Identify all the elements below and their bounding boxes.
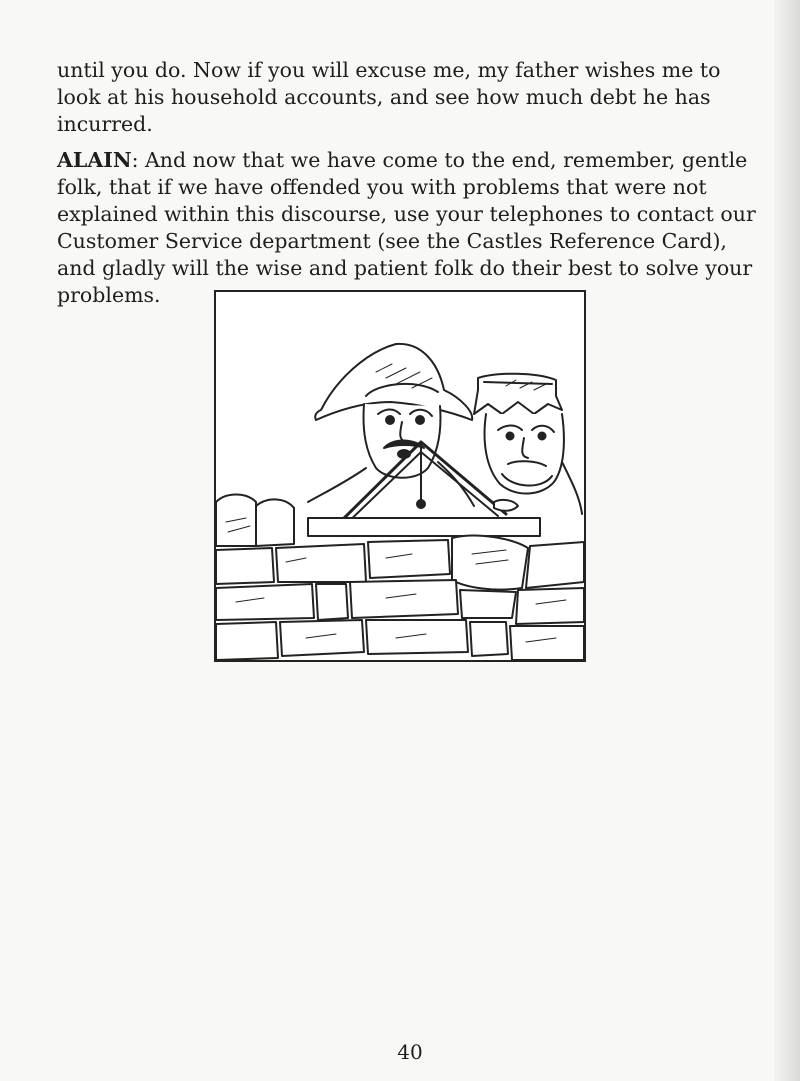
hat-right	[474, 374, 562, 414]
wall-top-board	[308, 518, 540, 536]
speaker-name: ALAIN	[57, 148, 132, 172]
page-edge-shadow	[774, 0, 800, 1081]
page-number: 40	[397, 1040, 423, 1064]
illustration-frame	[214, 290, 586, 662]
paragraph-alain-text: : And now that we have come to the end, remember, gentle folk, that if we have offended you with problems that were not explained within this discourse, use your telephones to contact our Customer Service department (see the Castles Reference Card), and gladly will the wise and patient folk do their best to solve your problems.	[57, 148, 756, 307]
face-right	[485, 414, 564, 494]
illustration-two-men-behind-wall	[216, 292, 584, 660]
paragraph-alain	[57, 147, 769, 309]
paragraph-continuation: until you do. Now if you will excuse me, my father wishes me to look at his household accounts, and see how much debt he has incurred.	[57, 58, 721, 136]
body-text	[57, 57, 769, 318]
